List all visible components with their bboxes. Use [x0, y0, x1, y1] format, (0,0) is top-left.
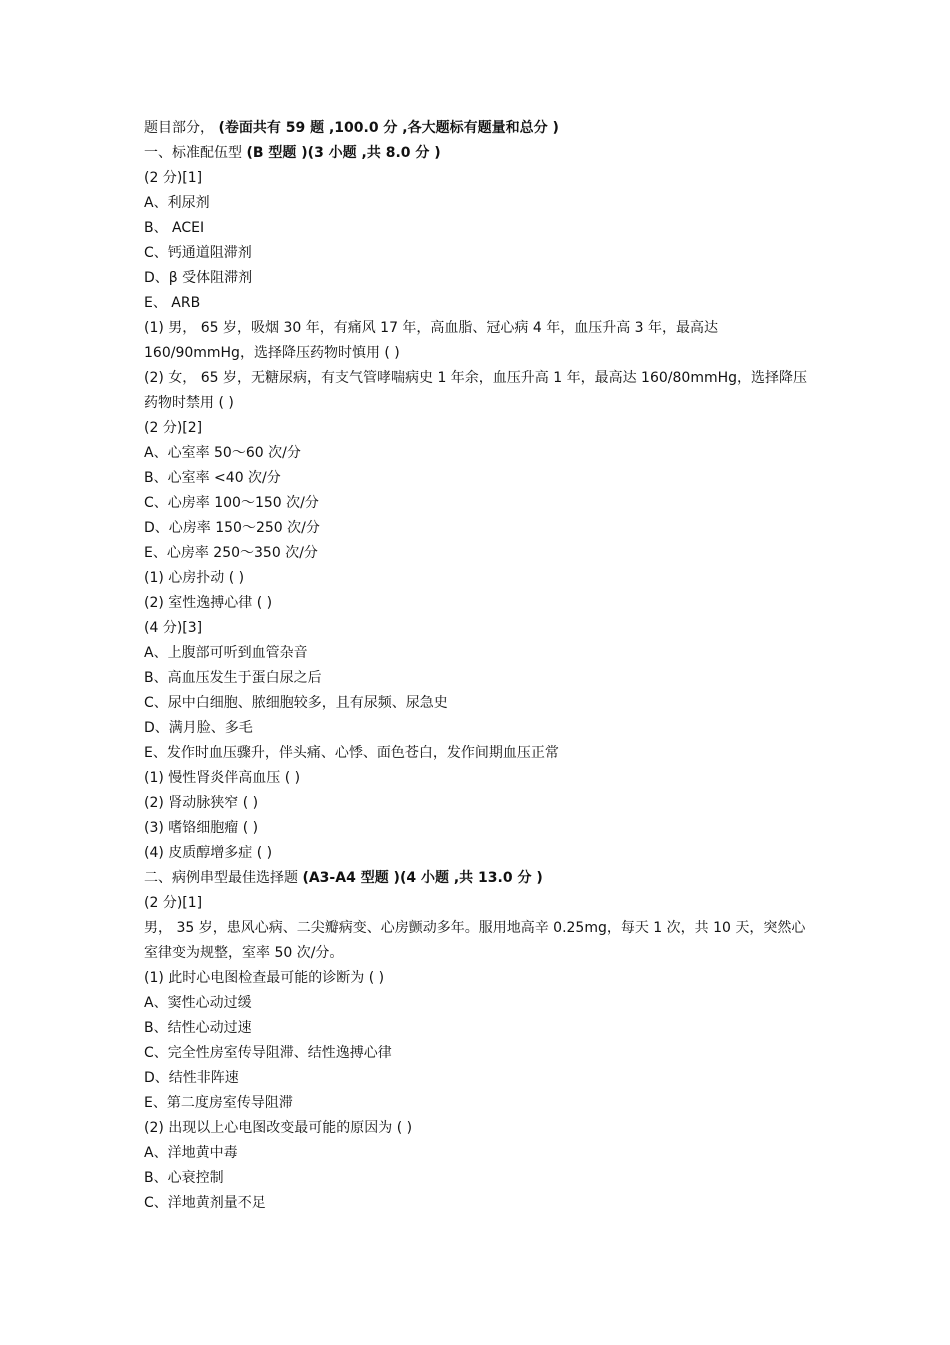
- group3-score: (4 分)[3]: [144, 620, 203, 636]
- case1-q1-option-e: E、第二度房室传导阻滞: [144, 1095, 293, 1111]
- group1-score: (2 分)[1]: [144, 170, 203, 186]
- group3-question-1: (1) 慢性肾炎伴高血压 ( ): [144, 770, 301, 786]
- section1-meta: (B 型题 )(3 小题 ,共 8.0 分 ): [246, 145, 441, 161]
- group2-option-b: B、心室率 <40 次/分: [144, 470, 281, 486]
- case1-score: (2 分)[1]: [144, 895, 203, 911]
- case1-q1-option-a: A、窦性心动过缓: [144, 995, 252, 1011]
- case1-description: 男， 35 岁，患风心病、二尖瓣病变、心房颤动多年。服用地高辛 0.25mg，每天 1 次，共 10 天，突然心室律变为规整，室率 50 次/分。: [144, 920, 806, 961]
- case1-question-1: (1) 此时心电图检查最可能的诊断为 ( ): [144, 970, 385, 986]
- group3-option-c: C、尿中白细胞、脓细胞较多，且有尿频、尿急史: [144, 695, 448, 711]
- group2-option-a: A、心室率 50～60 次/分: [144, 445, 301, 461]
- case1-q2-option-c: C、洋地黄剂量不足: [144, 1195, 266, 1211]
- section2-heading: [144, 866, 816, 891]
- exam-header: [144, 116, 816, 141]
- group2-option-d: D、心房率 150～250 次/分: [144, 520, 320, 536]
- case1-q2-option-b: B、心衰控制: [144, 1170, 224, 1186]
- case1-q2-option-a: A、洋地黄中毒: [144, 1145, 238, 1161]
- group2-question-2: (2) 室性逸搏心律 ( ): [144, 595, 273, 611]
- group2-option-e: E、心房率 250～350 次/分: [144, 545, 318, 561]
- case1-q1-option-b: B、结性心动过速: [144, 1020, 252, 1036]
- header-prefix: 题目部分，: [144, 120, 214, 136]
- exam-document: [144, 116, 816, 1216]
- section2-title: 二、病例串型最佳选择题: [144, 870, 298, 886]
- group3-option-e: E、发作时血压骤升，伴头痛、心悸、面色苍白，发作间期血压正常: [144, 745, 559, 761]
- group1-option-d: D、β 受体阻滞剂: [144, 270, 253, 286]
- group1-option-a: A、利尿剂: [144, 195, 210, 211]
- group3-option-b: B、高血压发生于蛋白尿之后: [144, 670, 322, 686]
- section2-meta: (A3-A4 型题 )(4 小题 ,共 13.0 分 ): [302, 870, 543, 886]
- section1-heading: [144, 141, 816, 166]
- group1-question-2: (2) 女， 65 岁，无糖尿病，有支气管哮喘病史 1 年余，血压升高 1 年，最高达 160/80mmHg，选择降压药物时禁用 ( ): [144, 370, 808, 411]
- header-detail: (卷面共有 59 题 ,100.0 分 ,各大题标有题量和总分 ): [218, 120, 559, 136]
- group3-question-4: (4) 皮质醇增多症 ( ): [144, 845, 273, 861]
- case1-q1-option-d: D、结性非阵速: [144, 1070, 239, 1086]
- case1-question-2: (2) 出现以上心电图改变最可能的原因为 ( ): [144, 1120, 413, 1136]
- group3-question-3: (3) 嗜铬细胞瘤 ( ): [144, 820, 259, 836]
- group2-score: (2 分)[2]: [144, 420, 203, 436]
- group1-question-1: (1) 男， 65 岁，吸烟 30 年，有痛风 17 年，高血脂、冠心病 4 年，血压升高 3 年，最高达 160/90mmHg，选择降压药物时慎用 ( ): [144, 320, 719, 361]
- group3-option-a: A、上腹部可听到血管杂音: [144, 645, 308, 661]
- group1-option-e: E、 ARB: [144, 295, 201, 311]
- group3-option-d: D、满月脸、多毛: [144, 720, 253, 736]
- group1-option-c: C、钙通道阻滞剂: [144, 245, 252, 261]
- group3-question-2: (2) 肾动脉狭窄 ( ): [144, 795, 259, 811]
- group2-option-c: C、心房率 100～150 次/分: [144, 495, 319, 511]
- group2-question-1: (1) 心房扑动 ( ): [144, 570, 245, 586]
- case1-q1-option-c: C、完全性房室传导阻滞、结性逸搏心律: [144, 1045, 392, 1061]
- section1-title: 一、标准配伍型: [144, 145, 242, 161]
- group1-option-b: B、 ACEI: [144, 220, 205, 236]
